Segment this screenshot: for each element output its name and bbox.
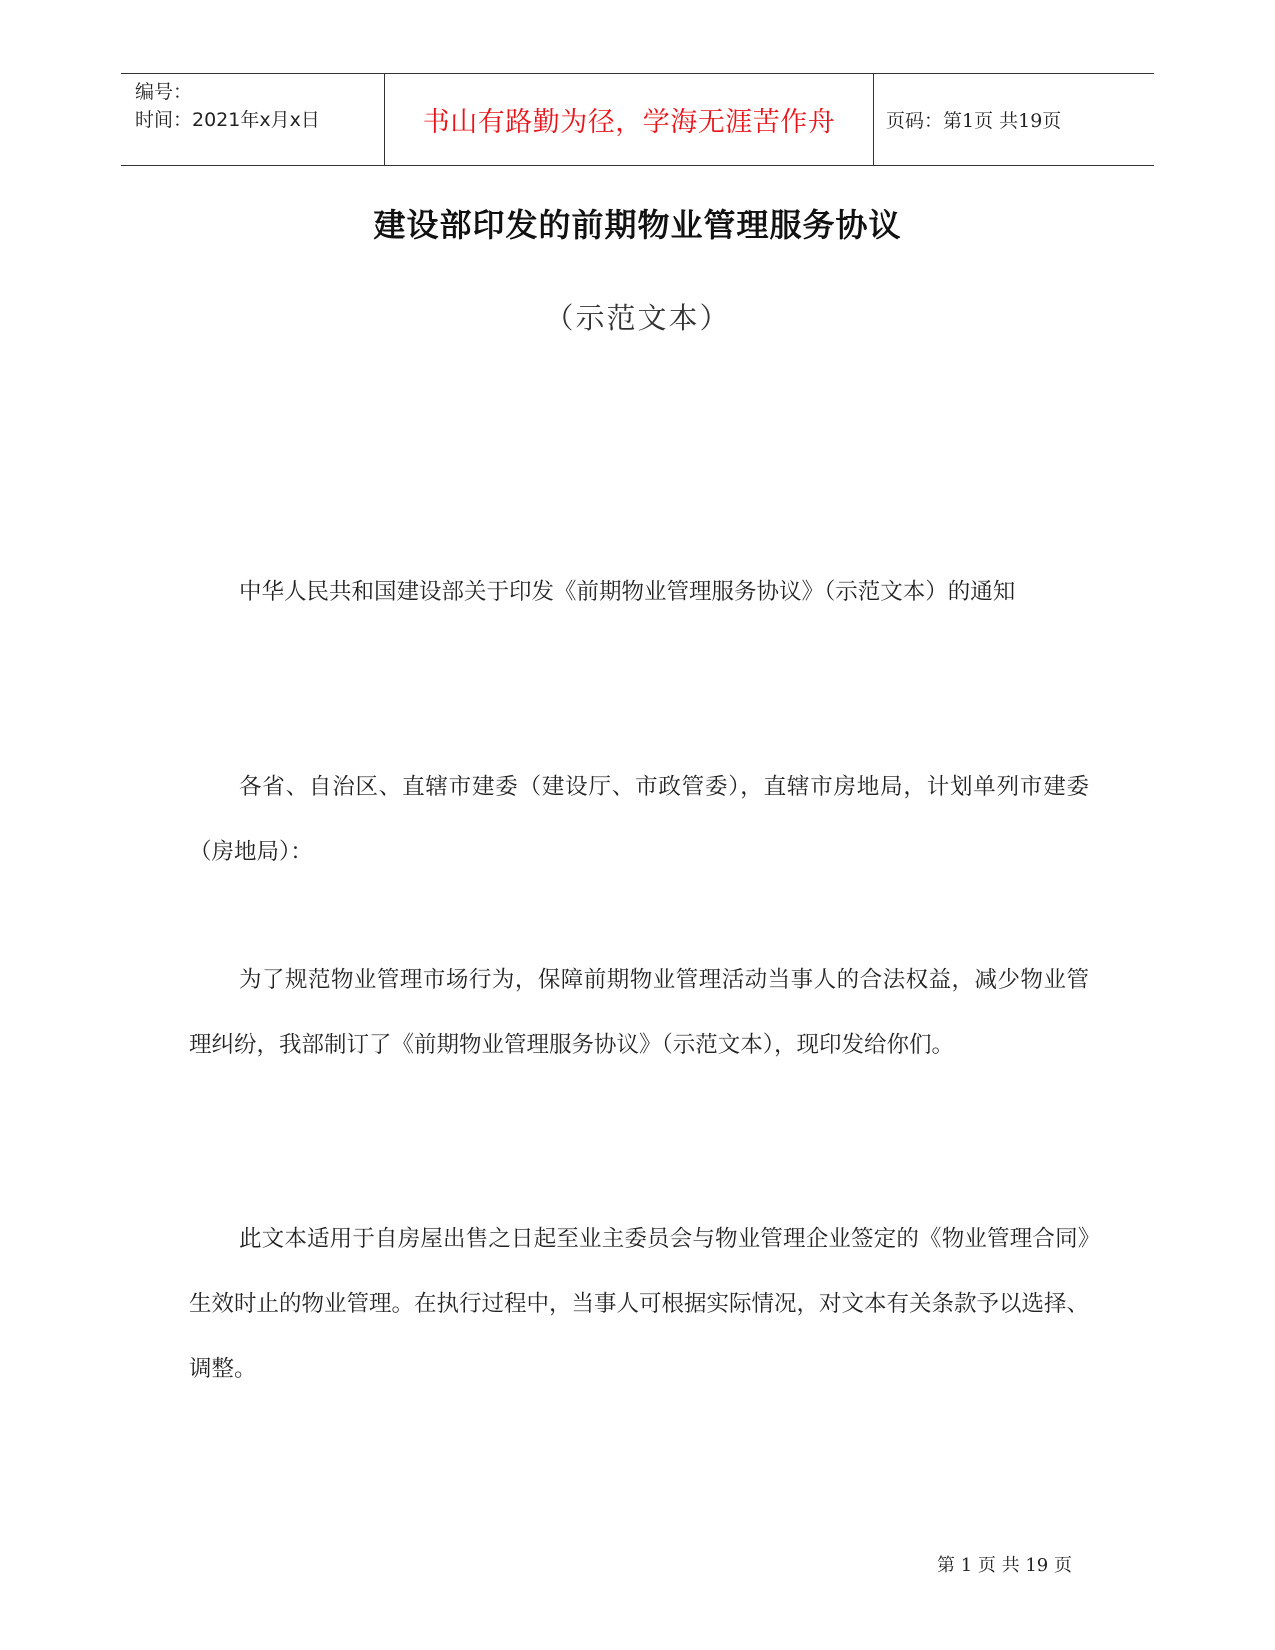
paragraph-scope: 此文本适用于自房屋出售之日起至业主委员会与物业管理企业签定的《物业管理合同》生效时止的物业管理。在执行过程中，当事人可根据实际情况，对文本有关条款予以选择、调整。	[189, 1226, 1090, 1382]
paragraph-recipients: 各省、自治区、直辖市建委（建设厅、市政管委），直辖市房地局，计划单列市建委（房地局）：	[189, 774, 1089, 865]
paragraph-notice-title: 中华人民共和国建设部关于印发《前期物业管理服务协议》（示范文本）的通知	[239, 579, 1016, 605]
page-info: 页码：第1页 共19页	[886, 110, 1062, 132]
motto-text: 书山有路勤为径，学海无涯苦作舟	[422, 107, 836, 138]
serial-label: 编号：	[135, 81, 193, 103]
time-label: 时间：2021年x月x日	[135, 109, 320, 131]
document-subtitle: （示范文本）	[544, 301, 731, 335]
header-meta-cell	[121, 74, 385, 165]
document-title: 建设部印发的前期物业管理服务协议	[373, 206, 902, 244]
header-table	[121, 73, 1154, 166]
header-page-cell	[874, 74, 1154, 165]
header-motto-cell	[385, 74, 874, 165]
paragraph-purpose: 为了规范物业管理市场行为，保障前期物业管理活动当事人的合法权益，减少物业管理纠纷，我部制订了《前期物业管理服务协议》（示范文本），现印发给你们。	[189, 967, 1089, 1058]
footer-page-number: 第 1 页 共 19 页	[937, 1555, 1072, 1576]
